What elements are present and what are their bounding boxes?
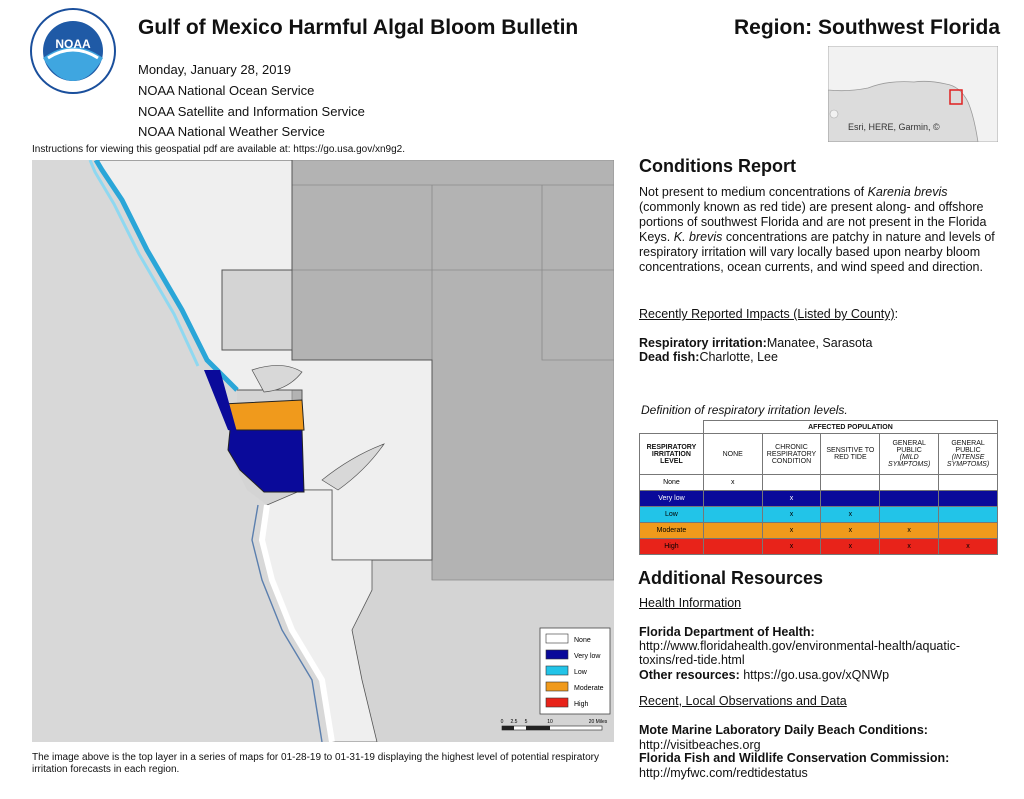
level-mark: x [762,539,821,555]
legend-swatch [546,634,568,643]
column-header-public-intense [939,434,998,475]
level-mark: x [762,507,821,523]
health-info-heading[interactable]: Health Information [639,596,742,610]
column-note: (MILD SYMPTOMS) [888,454,931,468]
impact-value: Manatee, Sarasota [766,336,873,350]
column-header-label: GENERAL PUBLIC [951,440,985,454]
legend-label: High [574,701,589,708]
column-header-label: CHRONIC RESPIRATORY CONDITION [766,443,817,465]
level-name: Moderate [640,523,704,539]
scale-tick-label: 2.5 [510,719,518,725]
definition-title: Definition of respiratory irritation levels. [641,403,848,417]
impacts-heading: Recently Reported Impacts (Listed by County): [639,307,899,321]
bulletin-date: Monday, January 28, 2019 [138,62,291,77]
doh-label: Florida Department of Health: [639,625,815,639]
level-mark [939,475,998,491]
other-resources-url[interactable]: https://go.usa.gov/xQNWp [743,668,890,682]
mote-url[interactable]: http://visitbeaches.org [639,738,761,752]
level-mark: x [703,475,762,491]
level-name: High [640,539,704,555]
level-mark [762,475,821,491]
fwc-url[interactable]: http://myfwc.com/redtidestatus [639,766,808,780]
legend-label: Very low [574,653,601,660]
level-mark [703,491,762,507]
scale-tick-label: 20 Miles [588,719,608,725]
level-mark [939,523,998,539]
level-mark [880,507,939,523]
column-header-public-mild [880,434,939,475]
service-line: NOAA Satellite and Information Service [138,104,365,119]
column-header-none [703,434,762,475]
other-resources [639,668,1001,683]
scale-tick-label: 0 [500,719,504,725]
scale-tick-label: 5 [524,719,528,725]
body-text: concentrations are patchy in nature and levels of respiratory irritation will vary locally based upon nearby bloom concentrations, ocean currents, and wind speed and direction. [639,230,995,274]
level-mark [880,475,939,491]
level-row [640,475,998,491]
level-name: None [640,475,704,491]
column-header-label: NONE [722,450,743,458]
level-mark: x [762,523,821,539]
level-row [640,491,998,507]
level-mark [821,491,880,507]
body-text: (commonly known as red tide) are present along- and offshore portions of southwest Florida and are not present in the Florida Keys. [639,200,987,244]
level-mark [821,475,880,491]
level-name: Very low [640,491,704,507]
service-line: NOAA National Weather Service [138,124,325,139]
observations-heading[interactable]: Recent, Local Observations and Data [639,694,847,708]
level-mark: x [880,523,939,539]
level-mark: x [821,539,880,555]
instructions-text: Instructions for viewing this geospatial pdf are available at: https://go.usa.gov/xn9g2. [32,144,405,155]
column-header-label: GENERAL PUBLIC [892,440,926,454]
map-caption: The image above is the top layer in a series of maps for 01-28-19 to 01-31-19 displaying the highest level of potential respiratory irritation forecasts in each region. [32,752,599,775]
map-legend [540,628,610,714]
scale-tick-label: 10 [547,719,553,725]
level-mark [939,491,998,507]
bulletin-title: Gulf of Mexico Harmful Algal Bloom Bulletin [138,16,579,39]
fish-impact [639,350,1001,365]
impact-value: Charlotte, Lee [699,350,778,364]
conditions-heading: Conditions Report [639,156,796,176]
level-mark [880,491,939,507]
conditions-body [639,185,1001,275]
region-title: Region: Southwest Florida [734,16,1000,39]
level-mark: x [880,539,939,555]
level-mark [703,539,762,555]
level-row [640,507,998,523]
impact-label: Respiratory irritation: [639,336,767,350]
level-name: Low [640,507,704,523]
resources-heading: Additional Resources [638,568,824,588]
respiratory-impact [639,336,1001,351]
level-row [640,539,998,555]
column-header-chronic [762,434,821,475]
service-line: NOAA National Ocean Service [138,83,315,98]
impacts-heading-link[interactable]: Recently Reported Impacts (Listed by County) [639,307,895,321]
column-header-label: SENSITIVE TO RED TIDE [826,447,875,461]
legend-swatch [546,666,568,675]
legend-label: None [574,637,591,644]
level-mark [703,523,762,539]
body-text: Not present to medium concentrations of [639,185,868,199]
level-column-header: RESPIRATORY IRRITATION LEVEL [640,434,704,475]
level-mark: x [821,523,880,539]
bloom-map [32,160,614,742]
affected-population-header: AFFECTED POPULATION [703,421,997,434]
level-mark [939,507,998,523]
level-mark: x [821,507,880,523]
inset-locator-map [828,46,998,142]
level-mark: x [939,539,998,555]
other-resources-label: Other resources: [639,668,740,682]
column-header-sensitive [821,434,880,475]
column-note: (INTENSE SYMPTOMS) [946,454,990,468]
level-mark: x [762,491,821,507]
legend-swatch [546,698,568,707]
species-abbrev: K. brevis [673,230,723,244]
fwc-label: Florida Fish and Wildlife Conservation Commission: [639,751,950,765]
logo-wordmark: NOAA [55,37,91,51]
mote-label: Mote Marine Laboratory Daily Beach Conditions: [639,723,928,737]
doh-url-continued[interactable]: toxins/red-tide.html [639,653,745,667]
legend-label: Low [574,669,587,676]
legend-label: Moderate [574,685,604,692]
impact-label: Dead fish: [639,350,700,364]
inset-attribution: Esri, HERE, Garmin, © [848,122,940,132]
noaa-logo [30,8,116,94]
legend-swatch [546,650,568,659]
species-name: Karenia brevis [867,185,948,199]
doh-url[interactable]: http://www.floridahealth.gov/environmental-health/aquatic- [639,639,961,653]
irritation-levels-table [639,420,998,555]
level-row [640,523,998,539]
legend-swatch [546,682,568,691]
level-mark [703,507,762,523]
